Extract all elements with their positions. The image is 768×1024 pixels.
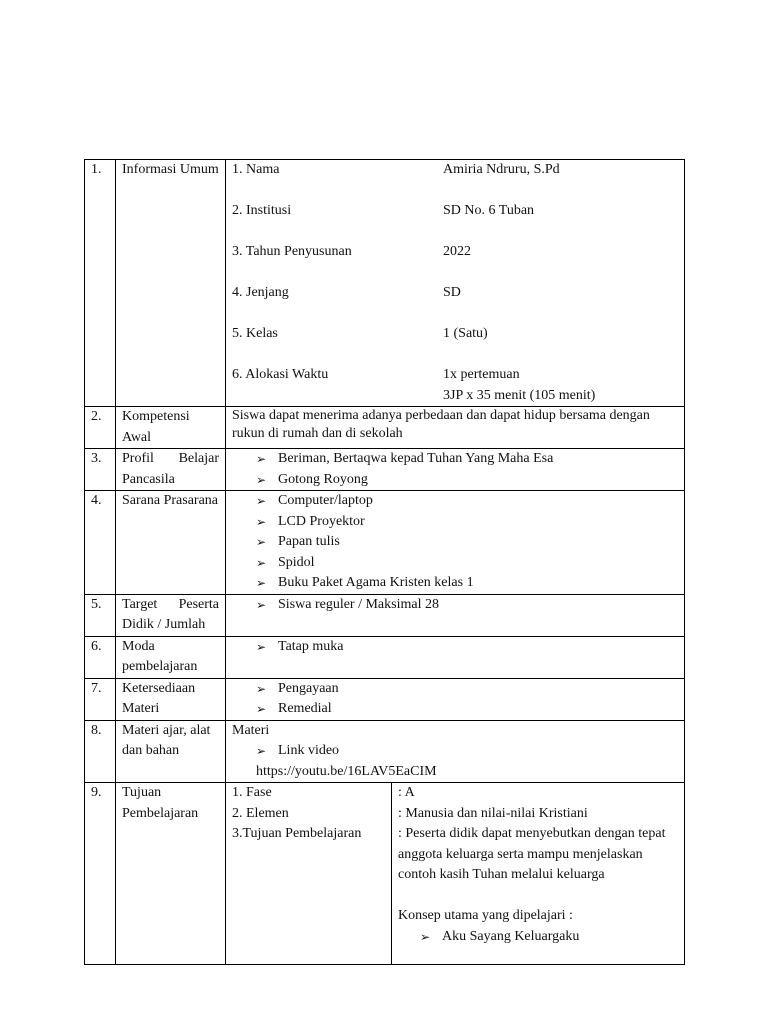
list-item: ➢ Pengayaan <box>256 679 678 700</box>
tujuan-value: : Peserta didik dapat menyebutkan dengan tepat anggota keluarga serta mampu menjelaskan contoh kasih Tuhan melalui keluarga <box>398 826 666 882</box>
list-item: ➢ LCD Proyektor <box>256 512 678 533</box>
materi-list <box>232 741 678 762</box>
info-tahun: 3. Tahun Penyusunan 2022 <box>232 244 471 259</box>
konsep-heading: Konsep utama yang dipelajari : <box>398 908 573 923</box>
list-item: ➢ Computer/laptop <box>256 491 678 512</box>
row-number: 3. <box>85 449 116 491</box>
info-kelas: 5. Kelas 1 (Satu) <box>232 326 488 341</box>
row-number: 7. <box>85 678 116 720</box>
row-number: 5. <box>85 594 116 636</box>
row-label: Target Peserta Didik / Jumlah <box>116 594 226 636</box>
table-row <box>85 407 685 449</box>
table-row <box>85 636 685 678</box>
info-nama: 1. Nama Amiria Ndruru, S.Pd <box>232 162 560 177</box>
row-number: 6. <box>85 636 116 678</box>
list-item: ➢ Aku Sayang Keluargaku <box>420 927 678 948</box>
info-institusi: 2. Institusi SD No. 6 Tuban <box>232 203 535 218</box>
row-label: Profil Belajar Pancasila <box>116 449 226 491</box>
list-item: ➢ Spidol <box>256 553 678 574</box>
table-row <box>85 678 685 720</box>
arrowhead-bullet-icon: ➢ <box>256 702 267 716</box>
list-item: ➢ Remedial <box>256 699 678 720</box>
moda-list <box>232 637 678 658</box>
list-item: ➢ Gotong Royong <box>256 470 678 491</box>
target-list <box>232 595 678 616</box>
tujuan-values <box>392 783 684 964</box>
arrowhead-bullet-icon: ➢ <box>256 514 267 529</box>
arrowhead-bullet-icon: ➢ <box>256 494 267 508</box>
video-link[interactable]: https://youtu.be/16LAV5EaCIM <box>256 763 437 779</box>
arrowhead-bullet-icon: ➢ <box>256 535 267 549</box>
list-item: ➢ Beriman, Bertaqwa kepad Tuhan Yang Maha Esa <box>256 449 678 470</box>
arrowhead-bullet-icon: ➢ <box>420 929 431 944</box>
list-item: ➢ Buku Paket Agama Kristen kelas 1 <box>256 573 678 594</box>
arrowhead-bullet-icon: ➢ <box>256 576 267 590</box>
table-row <box>85 594 685 636</box>
materi-heading: Materi <box>232 722 270 738</box>
fase-value: : A <box>398 785 415 800</box>
row-label: Materi ajar, alat dan bahan <box>116 720 226 783</box>
list-item: ➢ Link video <box>256 741 678 762</box>
arrowhead-bullet-icon: ➢ <box>256 555 267 570</box>
row-label: Sarana Prasarana <box>116 491 226 595</box>
list-item: ➢ Papan tulis <box>256 532 678 553</box>
arrowhead-bullet-icon: ➢ <box>256 597 267 612</box>
row-number: 4. <box>85 491 116 595</box>
ketersediaan-list <box>232 679 678 720</box>
arrowhead-bullet-icon: ➢ <box>256 639 267 654</box>
kompetensi-awal-text: Siswa dapat menerima adanya perbedaan dan dapat hidup bersama dengan rukun di rumah dan di sekolah <box>226 407 685 449</box>
elemen-value: : Manusia dan nilai-nilai Kristiani <box>398 805 588 821</box>
profil-list <box>232 449 678 490</box>
row-label: Moda pembelajaran <box>116 636 226 678</box>
arrowhead-bullet-icon: ➢ <box>256 452 267 466</box>
sarana-list <box>232 491 678 594</box>
table-row <box>85 449 685 491</box>
row-number: 1. <box>85 160 116 407</box>
list-item: ➢ Siswa reguler / Maksimal 28 <box>256 595 678 616</box>
table-row <box>85 783 685 965</box>
konsep-list <box>398 927 678 948</box>
arrowhead-bullet-icon: ➢ <box>256 744 267 758</box>
row-number: 8. <box>85 720 116 783</box>
lesson-plan-table <box>84 159 685 965</box>
arrowhead-bullet-icon: ➢ <box>256 681 267 696</box>
list-item: ➢ Tatap muka <box>256 637 678 658</box>
table-row <box>85 720 685 783</box>
row-number: 9. <box>85 783 116 965</box>
row-label: Ketersediaan Materi <box>116 678 226 720</box>
tujuan-labels: 1. Fase 2. Elemen 3.Tujuan Pembelajaran <box>226 783 392 964</box>
row-label: Kompetensi Awal <box>116 407 226 449</box>
row-label: Tujuan Pembelajaran <box>116 783 226 965</box>
table-row <box>85 160 685 407</box>
arrowhead-bullet-icon: ➢ <box>256 472 267 487</box>
row-number: 2. <box>85 407 116 449</box>
info-alokasi: 6. Alokasi Waktu 1x pertemuan 3JP x 35 menit (105 menit) <box>232 367 596 403</box>
info-jenjang: 4. Jenjang SD <box>232 285 461 300</box>
row-label: Informasi Umum <box>116 160 226 407</box>
table-row <box>85 491 685 595</box>
